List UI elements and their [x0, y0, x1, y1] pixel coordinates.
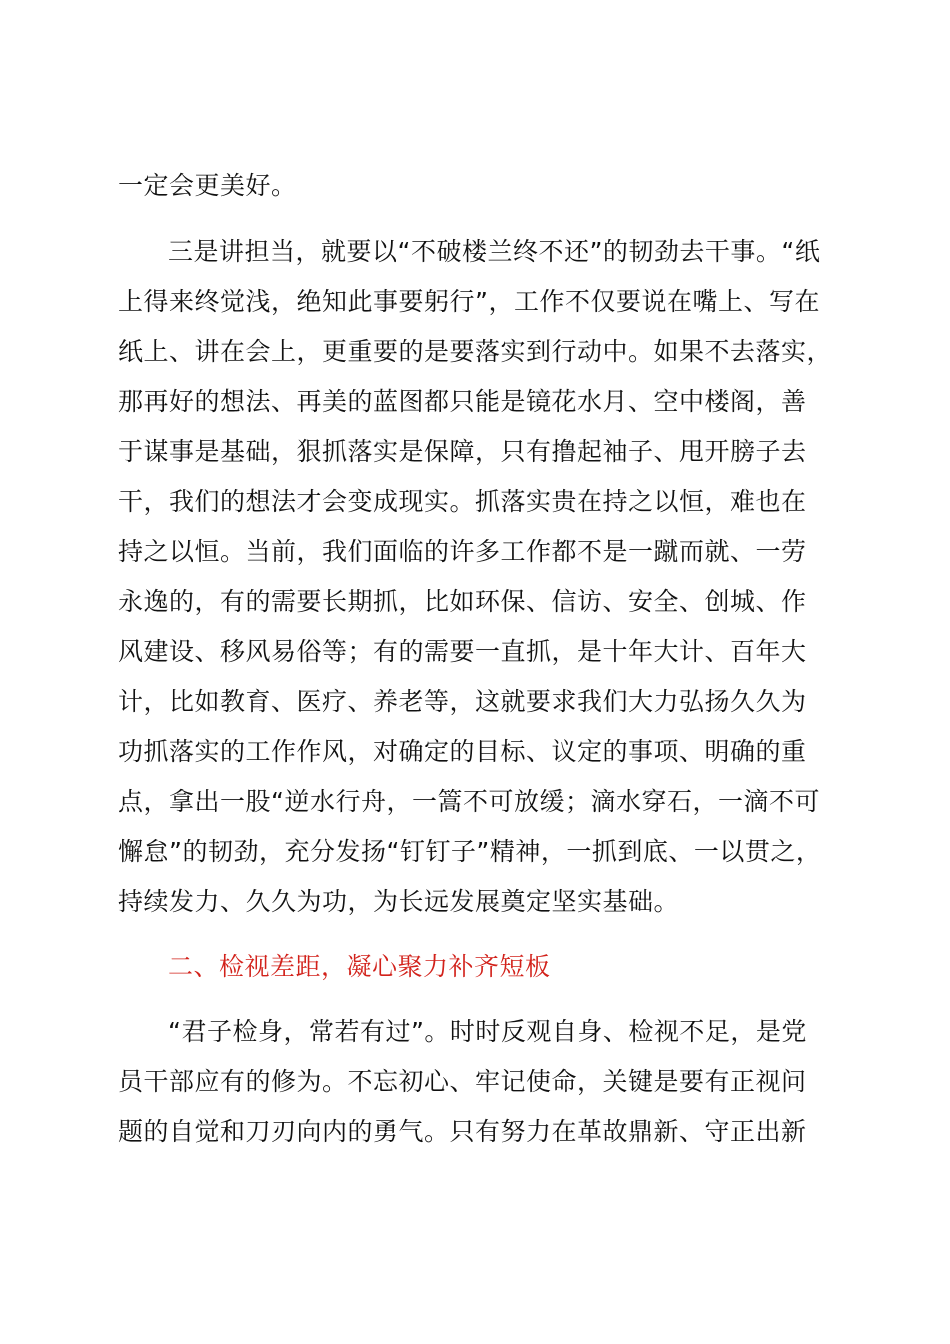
paragraph-line: 点，拿出一股“逆水行舟，一篙不可放缓；滴水穿石，一滴不可 — [118, 787, 820, 816]
section-heading: 二、检视差距，凝心聚力补齐短板 — [168, 952, 551, 981]
paragraph-line: 员干部应有的修为。不忘初心、牢记使命，关键是要有正视问 — [118, 1067, 807, 1096]
paragraph-line: “君子检身，常若有过”。时时反观自身、检视不足，是党 — [168, 1017, 807, 1046]
paragraph-line: 计，比如教育、医疗、养老等，这就要求我们大力弘扬久久为 — [118, 687, 807, 716]
paragraph-line: 持续发力、久久为功，为长远发展奠定坚实基础。 — [118, 887, 680, 916]
paragraph-line: 于谋事是基础，狠抓落实是保障，只有撸起袖子、甩开膀子去 — [118, 437, 807, 466]
paragraph-line: 干，我们的想法才会变成现实。抓落实贵在持之以恒，难也在 — [118, 487, 807, 516]
paragraph-line: 题的自觉和刀刃向内的勇气。只有努力在革故鼎新、守正出新 — [118, 1117, 807, 1146]
paragraph-line: 一定会更美好。 — [118, 171, 297, 200]
paragraph-line: 功抓落实的工作作风，对确定的目标、议定的事项、明确的重 — [118, 737, 807, 766]
paragraph-line: 三是讲担当，就要以“不破楼兰终不还”的韧劲去干事。“纸 — [168, 237, 821, 266]
paragraph-line: 永逸的，有的需要长期抓，比如环保、信访、安全、创城、作 — [118, 587, 807, 616]
paragraph-line: 那再好的想法、再美的蓝图都只能是镜花水月、空中楼阁，善 — [118, 387, 807, 416]
paragraph-line: 上得来终觉浅，绝知此事要躬行”，工作不仅要说在嘴上、写在 — [118, 287, 820, 316]
paragraph-line: 纸上、讲在会上，更重要的是要落实到行动中。如果不去落实， — [118, 337, 833, 366]
paragraph-line: 风建设、移风易俗等；有的需要一直抓，是十年大计、百年大 — [118, 637, 807, 666]
paragraph-line: 持之以恒。当前，我们面临的许多工作都不是一蹴而就、一劳 — [118, 537, 807, 566]
paragraph-line: 懈怠”的韧劲，充分发扬“钉钉子”精神，一抓到底、一以贯之， — [118, 837, 822, 866]
